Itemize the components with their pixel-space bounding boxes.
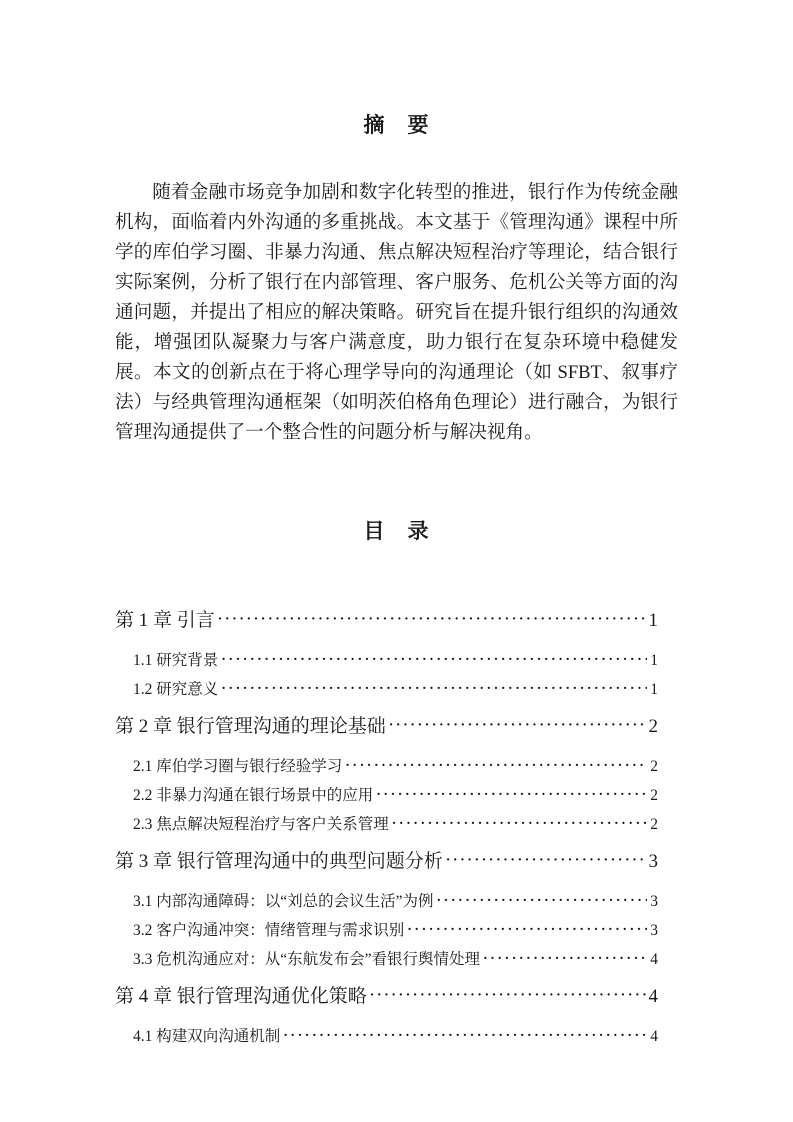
toc-entry[interactable] [133, 810, 658, 839]
toc-entry[interactable] [133, 675, 658, 704]
toc-entry-label: 第 4 章 银行管理沟通优化策略 [115, 986, 367, 1007]
toc-entry-label: 3.3 危机沟通应对：从“东航发布会”看银行舆情处理 [133, 951, 481, 968]
toc-page-number: 4 [650, 951, 658, 968]
toc-page-number: 1 [648, 610, 658, 631]
toc-entry-label: 第 2 章 银行管理沟通的理论基础 [115, 716, 386, 737]
toc-leader-dots [218, 612, 646, 631]
toc-leader-dots [392, 817, 647, 833]
toc-leader-dots [437, 894, 648, 910]
toc-entry[interactable] [133, 781, 658, 810]
toc-page-number: 1 [650, 652, 658, 669]
toc-page-number: 4 [650, 1028, 658, 1045]
toc-leader-dots [446, 853, 646, 872]
toc-page-number: 3 [648, 851, 658, 872]
toc-leader-dots [370, 988, 646, 1007]
toc-entry-label: 2.1 库伯学习圈与银行经验学习 [133, 758, 343, 775]
toc-page-number: 3 [650, 893, 658, 910]
toc-entry-label: 第 3 章 银行管理沟通中的典型问题分析 [115, 851, 443, 872]
toc-leader-dots [389, 718, 646, 737]
toc-entry[interactable] [133, 916, 658, 945]
toc-leader-dots [221, 682, 647, 698]
toc-entry[interactable] [115, 606, 658, 636]
toc-page-number: 2 [650, 787, 658, 804]
toc-entry[interactable] [133, 646, 658, 675]
toc-page-number: 4 [648, 986, 658, 1007]
toc-title: 目 录 [363, 519, 430, 543]
toc-leader-dots [407, 923, 647, 939]
toc-leader-dots [483, 952, 647, 968]
toc-entry-label: 4.1 构建双向沟通机制 [133, 1028, 281, 1045]
toc-entry-label: 第 1 章 引言 [115, 610, 215, 631]
toc-entry-label: 2.3 焦点解决短程治疗与客户关系管理 [133, 816, 389, 833]
toc-page-number: 2 [650, 816, 658, 833]
toc-entry[interactable] [133, 752, 658, 781]
toc-leader-dots [283, 1029, 647, 1045]
toc-leader-dots [221, 653, 647, 669]
toc-entry[interactable] [115, 847, 658, 877]
toc-page-number: 2 [650, 758, 658, 775]
toc-entry-label: 3.2 客户沟通冲突：情绪管理与需求识别 [133, 922, 405, 939]
toc-entry[interactable] [133, 887, 658, 916]
toc-leader-dots [345, 759, 647, 775]
toc-entry-label: 1.2 研究意义 [133, 681, 219, 698]
toc-entry-label: 3.1 内部沟通障碍：以“刘总的会议生活”为例 [133, 893, 434, 910]
toc-page-number: 3 [650, 922, 658, 939]
toc-entry-label: 2.2 非暴力沟通在银行场景中的应用 [133, 787, 374, 804]
toc-entry[interactable] [133, 1022, 658, 1051]
toc-entry[interactable] [115, 712, 658, 742]
toc-entry-label: 1.1 研究背景 [133, 652, 219, 669]
abstract-title: 摘 要 [363, 113, 430, 137]
toc-list [115, 606, 658, 1051]
toc-entry[interactable] [133, 945, 658, 974]
toc-leader-dots [376, 788, 647, 804]
toc-page-number: 2 [648, 716, 658, 737]
toc-entry[interactable] [115, 982, 658, 1012]
toc-page-number: 1 [650, 681, 658, 698]
abstract-paragraph: 随着金融市场竞争加剧和数字化转型的推进，银行作为传统金融机构，面临着内外沟通的多重挑战。本文基于《管理沟通》课程中所学的库伯学习圈、非暴力沟通、焦点解决短程治疗等理论，结合银行实际案例，分析了银行在内部管理、客户服务、危机公关等方面的沟通问题，并提出了相应的解决策略。研究旨在提升银行组织的沟通效能，增强团队凝聚力与客户满意度，助力银行在复杂环境中稳健发展。本文的创新点在于将心理学导向的沟通理论（如 SFBT、叙事疗法）与经典管理沟通框架（如明茨伯格角色理论）进行融合，为银行管理沟通提供了一个整合性的问题分析与解决视角。 [115, 182, 678, 443]
